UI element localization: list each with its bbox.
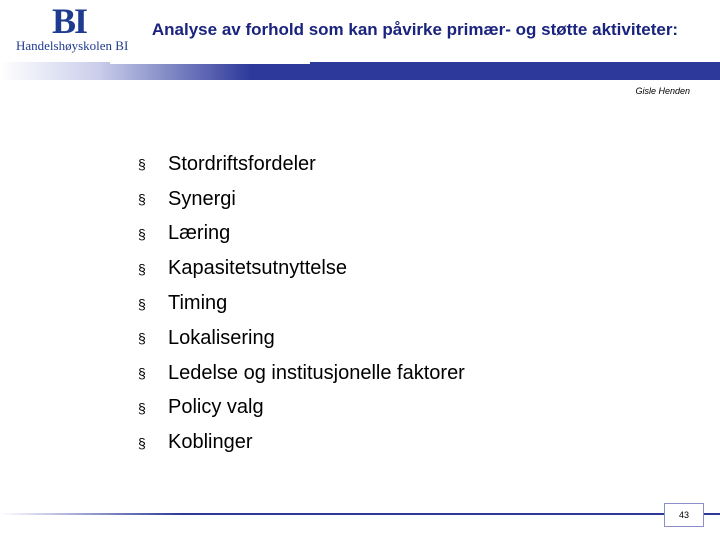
bi-logo	[12, 1, 132, 56]
page-number: 43	[664, 503, 704, 527]
bullet-text: Stordriftsfordeler	[168, 152, 316, 175]
bullet-text: Ledelse og institusjonelle faktorer	[168, 361, 465, 384]
slide-title: Analyse av forhold som kan påvirke primær- og støtte aktiviteter:	[151, 20, 679, 39]
list-item	[138, 217, 465, 252]
bullet-icon: §	[138, 295, 146, 312]
bullet-text: Koblinger	[168, 431, 253, 454]
bullet-icon: §	[138, 260, 146, 277]
bullet-text: Timing	[168, 292, 228, 315]
bullet-icon: §	[138, 434, 146, 451]
header-band-accent-line	[110, 62, 310, 64]
bullet-text: Lokalisering	[168, 326, 275, 349]
bullet-text: Kapasitetsutnyttelse	[168, 257, 347, 280]
bullet-icon: §	[138, 330, 146, 347]
bullet-icon: §	[138, 365, 146, 382]
list-item	[138, 182, 465, 217]
list-item	[138, 286, 465, 321]
bullet-text: Synergi	[168, 187, 236, 210]
footer-rule-fade	[0, 513, 180, 515]
author-label: Gisle Henden	[635, 86, 690, 96]
bullet-icon: §	[138, 156, 146, 173]
bullet-text: Policy valg	[168, 396, 264, 419]
list-item	[138, 251, 465, 286]
bullet-icon: §	[138, 399, 146, 416]
bullet-text: Læring	[168, 222, 231, 245]
bullet-icon: §	[138, 225, 146, 242]
list-item	[138, 321, 465, 356]
bi-logo-mark: BI	[52, 1, 87, 41]
bullet-icon: §	[138, 191, 146, 208]
header-band-gradient	[0, 62, 250, 80]
list-item	[138, 425, 465, 460]
list-item	[138, 147, 465, 182]
list-item	[138, 356, 465, 391]
list-item	[138, 391, 465, 426]
bi-logo-text: Handelshøyskolen BI	[16, 38, 129, 53]
bullet-list	[138, 147, 465, 460]
